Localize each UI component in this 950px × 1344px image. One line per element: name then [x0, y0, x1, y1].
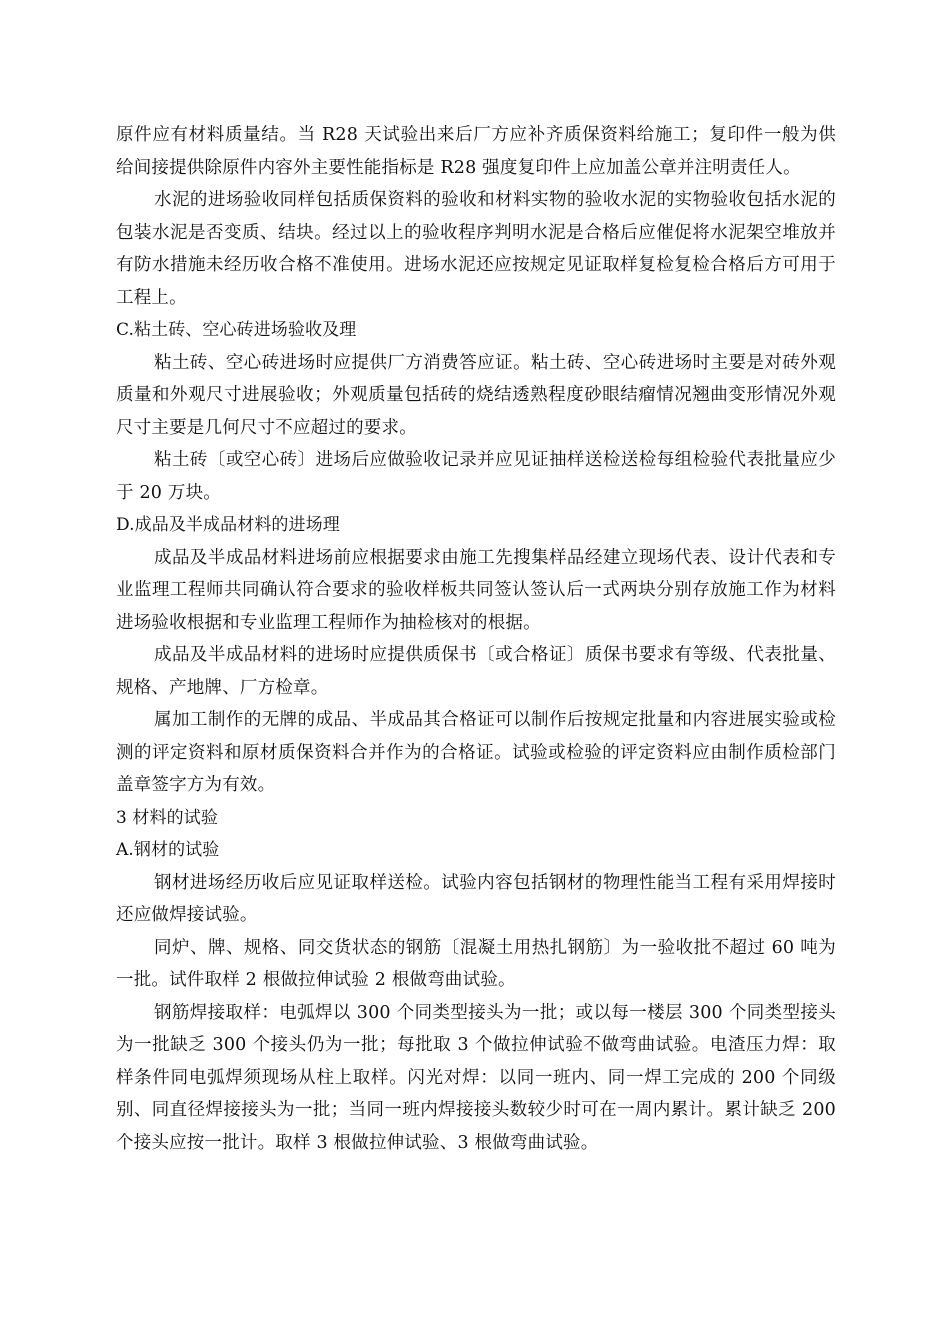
paragraph-unbranded-products: 属加工制作的无牌的成品、半成品其合格证可以制作后按规定批量和内容进展实验或检测的评定资料和原材质保资料合并作为的合格证。试验或检验的评定资料应由制作质检部门盖章签字方为有效。	[116, 710, 836, 795]
section-heading-c-bricks: C.粘土砖、空心砖进场验收及理	[116, 320, 357, 340]
paragraph-cement-quality-docs: 原件应有材料质量结。当 R28 天试验出来后厂方应补齐质保资料给施工；复印件一般为供给间接提供除原件内容外主要性能指标是 R28 强度复印件上应加盖公章并注明责任人。	[116, 125, 836, 178]
paragraph-product-certificate: 成品及半成品材料的进场时应提供质保书〔或合格证〕质保书要求有等级、代表批量、规格、产地牌、厂方检章。	[116, 645, 836, 698]
paragraph-brick-sampling: 粘土砖〔或空心砖〕进场后应做验收记录并应见证抽样送检送检每组检验代表批量应少于 20 万块。	[116, 450, 836, 503]
paragraph-product-samples: 成品及半成品材料进场前应根据要求由施工先搜集样品经建立现场代表、设计代表和专业监理工程师共同确认符合要求的验收样板共同签认签认后一式两块分别存放施工作为材料进场验收根据和专业监理工程师作为抽检核对的根据。	[116, 547, 836, 633]
paragraph-weld-sampling: 钢筋焊接取样：电弧焊以 300 个同类型接头为一批；或以每一楼层 300 个同类型接头为一批缺乏 300 个接头仍为一批；每批取 3 个做拉伸试验不做弯曲试验。电渣压力焊：取样条件同电弧焊须现场从柱上取样。闪光对焊：以同一班内、同一焊工完成的 200 个同级别、同直径焊接接头为一批；当同一班内焊接接头数较少时可在一周内累计。累计缺乏 200 个接头应按一批计。取样 3 根做拉伸试验、3 根做弯曲试验。	[116, 1002, 836, 1153]
section-heading-d-finished-products: D.成品及半成品材料的进场理	[116, 515, 340, 535]
paragraph-steel-sampling: 钢材进场经历收后应见证取样送检。试验内容包括钢材的物理性能当工程有采用焊接时还应做焊接试验。	[116, 872, 836, 925]
paragraph-steel-batch: 同炉、牌、规格、同交货状态的钢筋〔混凝土用热扎钢筋〕为一验收批不超过 60 吨为一批。试件取样 2 根做拉伸试验 2 根做弯曲试验。	[116, 937, 836, 990]
section-heading-3-material-testing: 3 材料的试验	[116, 807, 218, 828]
paragraph-brick-inspection: 粘土砖、空心砖进场时应提供厂方消费答应证。粘土砖、空心砖进场时主要是对砖外观质量和外观尺寸进展验收；外观质量包括砖的烧结透熟程度砂眼结瘤情况翘曲变形情况外观尺寸主要是几何尺寸不应超过的要求。	[116, 352, 836, 438]
document-body	[116, 119, 836, 1159]
paragraph-cement-acceptance: 水泥的进场验收同样包括质保资料的验收和材料实物的验收水泥的实物验收包括水泥的包装水泥是否变质、结块。经过以上的验收程序判明水泥是合格后应催促将水泥架空堆放并有防水措施未经历收合格不准使用。进场水泥还应按规定见证取样复检复检合格后方可用于工程上。	[116, 190, 836, 308]
section-heading-a-steel-testing: A.钢材的试验	[116, 840, 220, 860]
